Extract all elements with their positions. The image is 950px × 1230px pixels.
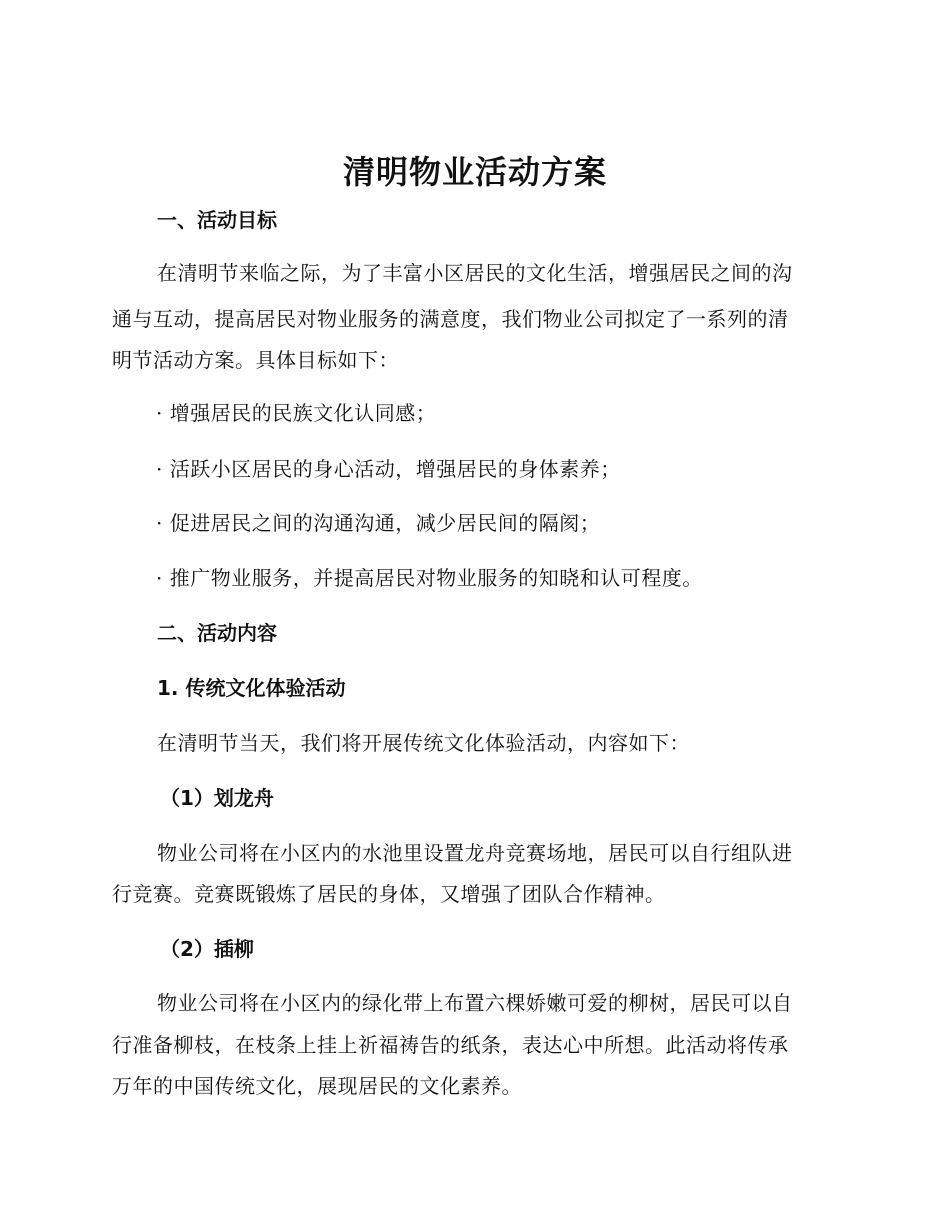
paragraph-line: 明节活动方案。具体目标如下： bbox=[112, 348, 399, 372]
bullet-item: · 增强居民的民族文化认同感； bbox=[156, 401, 437, 425]
item-heading-willow: （2）插柳 bbox=[160, 937, 254, 961]
paragraph-line: 物业公司将在小区内的绿化带上布置六棵娇嫩可爱的柳树，居民可以自 bbox=[157, 991, 793, 1015]
paragraph-line: 万年的中国传统文化，展现居民的文化素养。 bbox=[112, 1074, 522, 1098]
item-heading-dragon-boat: （1）划龙舟 bbox=[160, 786, 274, 810]
bullet-item: · 推广物业服务，并提高居民对物业服务的知晓和认可程度。 bbox=[156, 566, 703, 590]
subsection-heading: 1. 传统文化体验活动 bbox=[157, 676, 346, 700]
paragraph-line: 在清明节当天，我们将开展传统文化体验活动，内容如下： bbox=[157, 731, 690, 755]
section-heading-goals: 一、活动目标 bbox=[157, 208, 277, 232]
paragraph-line: 行准备柳枝，在枝条上挂上祈福祷告的纸条，表达心中所想。此活动将传承 bbox=[112, 1033, 789, 1057]
paragraph-line: 通与互动，提高居民对物业服务的满意度，我们物业公司拟定了一系列的清 bbox=[112, 307, 789, 331]
bullet-item: · 活跃小区居民的身心活动，增强居民的身体素养； bbox=[156, 457, 621, 481]
paragraph-line: 在清明节来临之际，为了丰富小区居民的文化生活，增强居民之间的沟 bbox=[157, 261, 793, 285]
bullet-item: · 促进居民之间的沟通沟通，减少居民间的隔阂； bbox=[156, 511, 601, 535]
document-title: 清明物业活动方案 bbox=[342, 153, 607, 191]
section-heading-content: 二、活动内容 bbox=[157, 621, 277, 645]
paragraph-line: 行竞赛。竞赛既锻炼了居民的身体，又增强了团队合作精神。 bbox=[112, 882, 666, 906]
paragraph-line: 物业公司将在小区内的水池里设置龙舟竞赛场地，居民可以自行组队进 bbox=[157, 841, 793, 865]
